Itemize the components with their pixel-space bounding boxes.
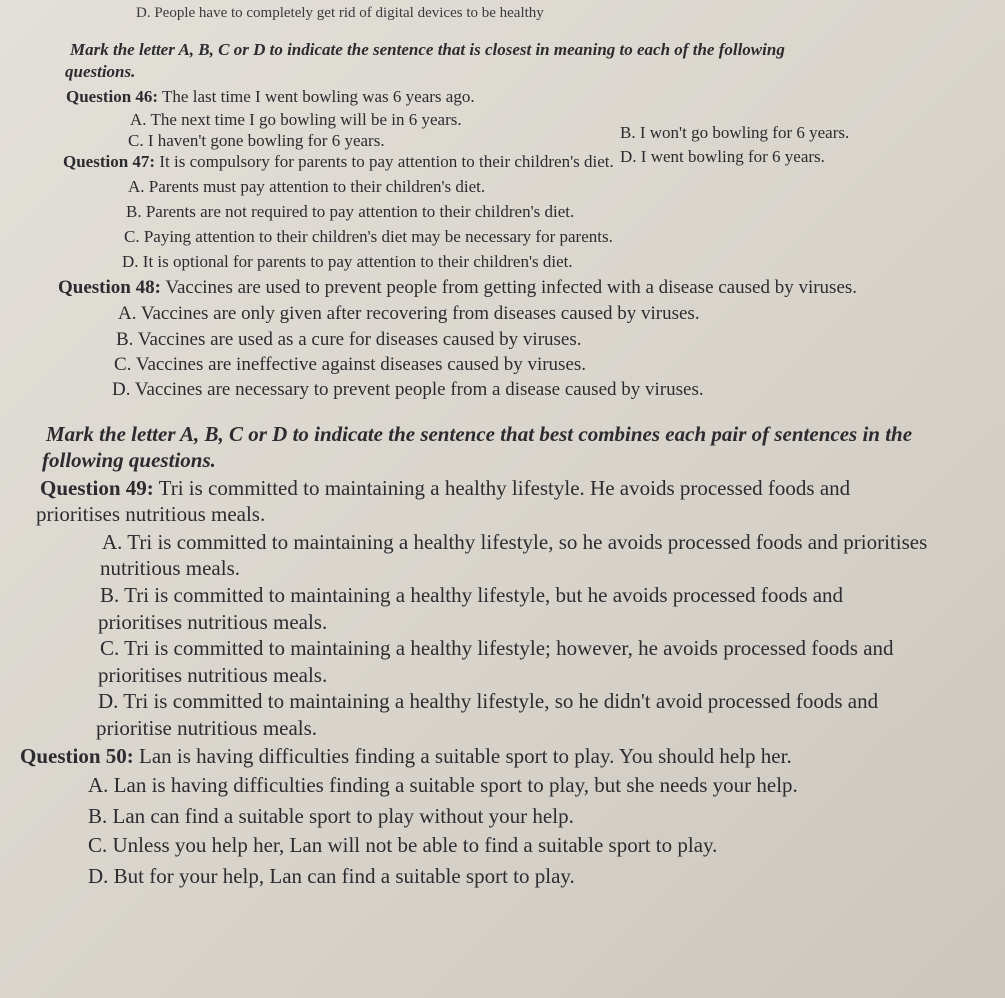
section1-instruction-line1: Mark the letter A, B, C or D to indicate the sentence that is closest in meaning to each of the following [70,40,785,59]
section2-instruction-line2: following questions. [42,448,216,472]
section1-instruction-line2: questions. [65,62,136,81]
question-46-text: The last time I went bowling was 6 years ago. [158,87,475,106]
question-46-label: Question 46: [66,87,159,106]
question-49-option-c-line2: prioritises nutritious meals. [98,663,328,687]
question-49-label: Question 49: [40,476,154,500]
question-48 [58,278,857,297]
question-47 [63,153,614,170]
question-50-option-a: A. Lan is having difficulties finding a suitable sport to play, but she needs your help. [88,773,798,797]
question-48-label: Question 48: [58,277,161,298]
question-46 [66,88,475,105]
question-49 [40,478,850,499]
question-49-option-b-line1: B. Tri is committed to maintaining a healthy lifestyle, but he avoids processed foods and [100,583,844,607]
question-50-option-d: D. But for your help, Lan can find a suitable sport to play. [88,864,575,888]
question-49-option-c-line1: C. Tri is committed to maintaining a healthy lifestyle; however, he avoids processed foods and [100,636,894,660]
question-47-option-b: B. Parents are not required to pay attention to their children's diet. [126,202,575,221]
question-49-option-b-line2: prioritises nutritious meals. [98,610,328,634]
question-49-option-d-line1: D. Tri is committed to maintaining a healthy lifestyle, so he didn't avoid processed foods and [98,689,879,713]
question-50-option-c: C. Unless you help her, Lan will not be able to find a suitable sport to play. [88,833,718,857]
question-48-option-c: C. Vaccines are ineffective against diseases caused by viruses. [114,354,587,375]
question-46-option-b: B. I won't go bowling for 6 years. [620,123,850,142]
question-48-option-b: B. Vaccines are used as a cure for diseases caused by viruses. [116,329,582,350]
question-49-option-a-line1: A. Tri is committed to maintaining a healthy lifestyle, so he avoids processed foods and prioritises [102,530,928,554]
previous-option-d: D. People have to completely get rid of digital devices to be healthy [136,5,544,21]
section2-instruction-line1: Mark the letter A, B, C or D to indicate the sentence that best combines each pair of sentences in the [46,422,913,446]
question-49-option-a-line2: nutritious meals. [100,556,240,580]
question-49-option-d-line2: prioritise nutritious meals. [96,716,318,740]
question-46-option-c: C. I haven't gone bowling for 6 years. [128,131,385,150]
question-50-option-b: B. Lan can find a suitable sport to play without your help. [88,804,574,828]
question-46-option-a: A. The next time I go bowling will be in 6 years. [130,110,462,129]
question-47-option-d: D. It is optional for parents to pay attention to their children's diet. [122,252,573,271]
question-48-option-d: D. Vaccines are necessary to prevent people from a disease caused by viruses. [112,379,704,400]
question-47-label: Question 47: [63,152,156,171]
question-47-option-c: C. Paying attention to their children's diet may be necessary for parents. [124,227,613,246]
question-47-text: It is compulsory for parents to pay attention to their children's diet. [155,152,614,171]
question-50 [20,746,792,767]
question-49-text-line2: prioritises nutritious meals. [36,502,266,526]
question-50-label: Question 50: [20,744,134,768]
question-48-option-a: A. Vaccines are only given after recovering from diseases caused by viruses. [118,303,700,324]
question-47-option-a: A. Parents must pay attention to their children's diet. [128,177,486,196]
question-46-option-d: D. I went bowling for 6 years. [620,147,825,166]
question-49-text-line1: Tri is committed to maintaining a healthy lifestyle. He avoids processed foods and [153,476,851,500]
question-48-text: Vaccines are used to prevent people from getting infected with a disease caused by viruses. [160,277,858,298]
question-50-text: Lan is having difficulties finding a suitable sport to play. You should help her. [133,744,792,768]
